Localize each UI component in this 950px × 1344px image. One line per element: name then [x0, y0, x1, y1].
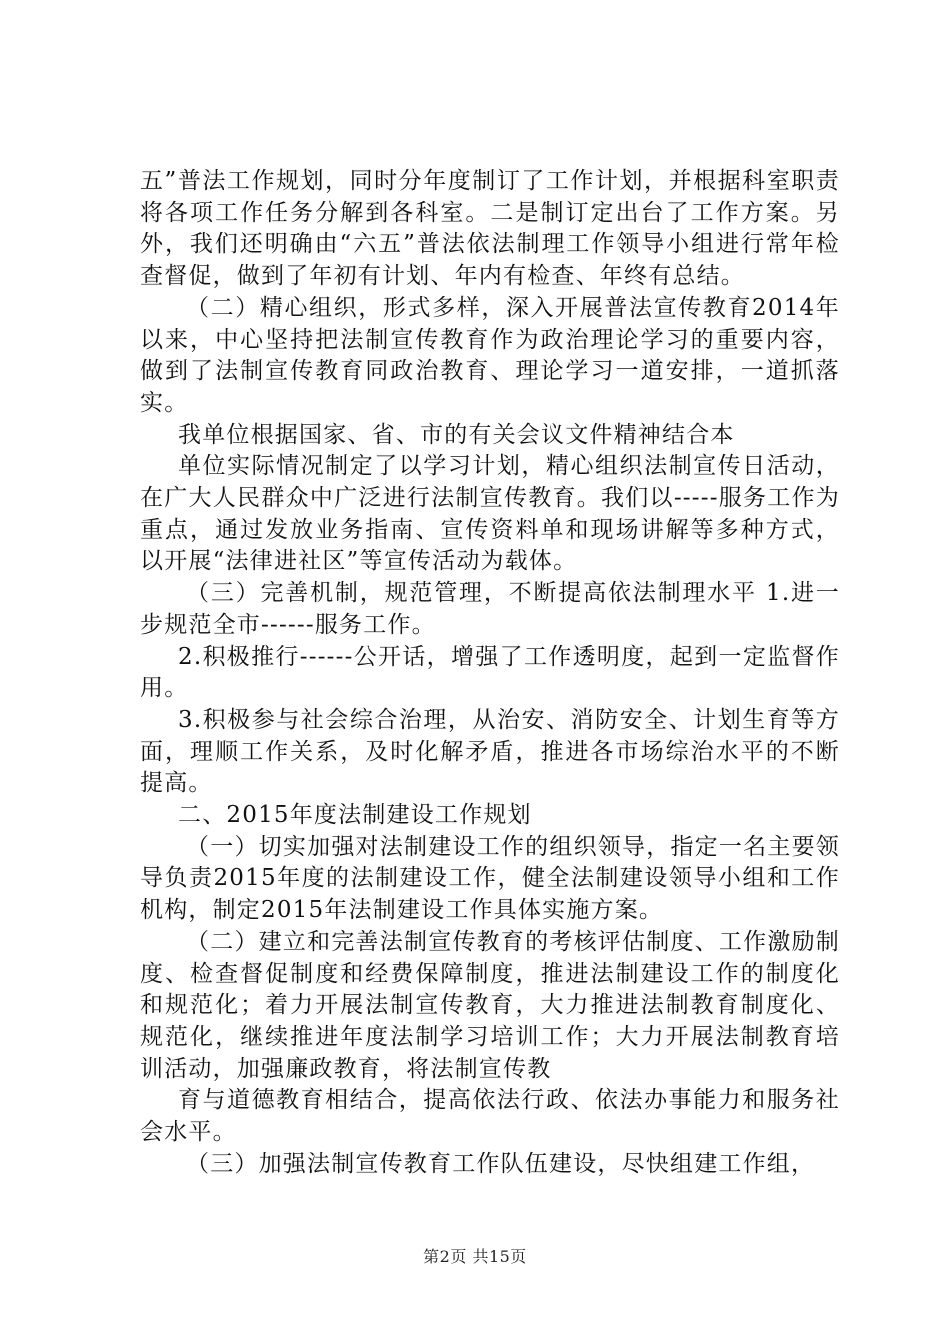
- paragraph-plan-2: （二）建立和完善法制宣传教育的考核评估制度、工作激励制度、检查督促制度和经费保障制度，推进法制建设工作的制度化和规范化；着力开展法制宣传教育，大力推进法制教育制度化、规范化，继续推进年度法制学习培训工作；大力开展法制教育培训活动，加强廉政教育，将法制宣传教: [140, 928, 840, 1082]
- paragraph-plan-2-continued: 育与道德教育相结合，提高依法行政、依法办事能力和服务社会水平。: [140, 1087, 840, 1146]
- paragraph-unit-activities: 单位实际情况制定了以学习计划，精心组织法制宣传日活动，在广大人民群众中广泛进行法制宣传教育。我们以-----服务工作为重点，通过发放业务指南、宣传资料单和现场讲解等多种方式，以开展“法律进社区”等宣传活动为载体。: [140, 453, 840, 575]
- section-heading-2015-plan: 二、2015年度法制建设工作规划: [178, 802, 532, 829]
- paragraph-plan-1: （一）切实加强对法制建设工作的组织领导，指定一名主要领导负责2015年度的法制建设工作，健全法制建设领导小组和工作机构，制定2015年法制建设工作具体实施方案。: [140, 833, 840, 924]
- page-number-footer: 第2页 共15页: [423, 1247, 527, 1266]
- paragraph-plan-3: （三）加强法制宣传教育工作队伍建设，尽快组建工作组，: [186, 1150, 816, 1177]
- paragraph-section-2-3: （三）完善机制，规范管理，不断提高依法制理水平 1.进一步规范全市------服务工作。: [140, 580, 840, 638]
- paragraph-continuation: 五”普法工作规划，同时分年度制订了工作计划，并根据科室职责将各项工作任务分解到各科室。二是制订定出台了工作方案。另外，我们还明确由“六五”普法依法制理工作领导小组进行常年检查督促，做到了年初有计划、年内有检查、年终有总结。: [140, 168, 840, 290]
- paragraph-section-2-2: （二）精心组织，形式多样，深入开展普法宣传教育2014年以来，中心坚持把法制宣传教育作为政治理论学习的重要内容，做到了法制宣传教育同政治教育、理论学习一道安排，一道抓落实。: [140, 294, 840, 416]
- paragraph-item-2: 2.积极推行------公开话，增强了工作透明度，起到一定监督作用。: [140, 643, 840, 702]
- paragraph-item-3: 3.积极参与社会综合治理，从治安、消防安全、计划生育等方面，理顺工作关系，及时化解矛盾，推进各市场综治水平的不断提高。: [140, 706, 840, 797]
- paragraph-unit-intro: 我单位根据国家、省、市的有关会议文件精神结合本: [178, 421, 735, 448]
- document-body: [140, 166, 840, 1181]
